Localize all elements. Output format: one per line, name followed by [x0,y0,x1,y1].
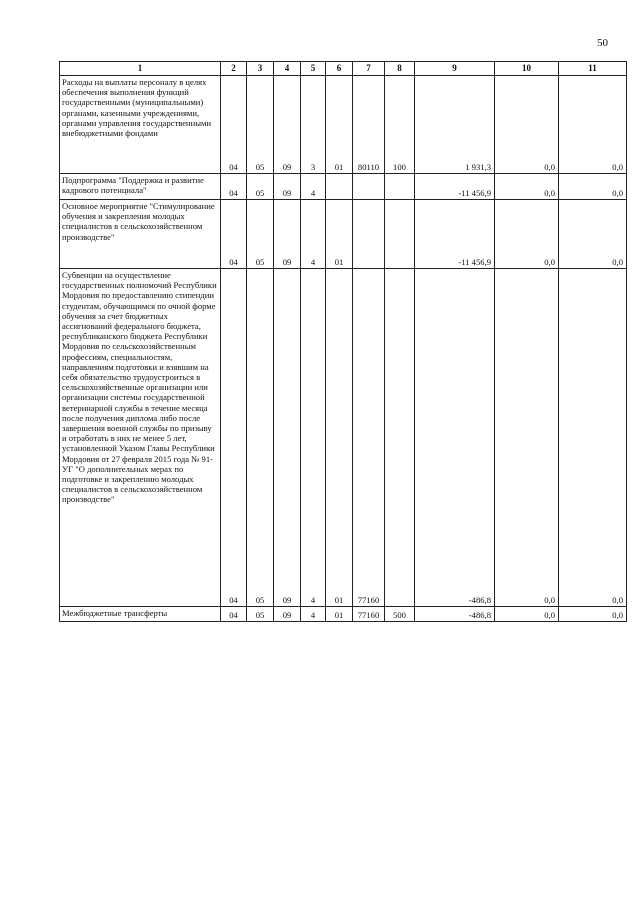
table-cell: 0,0 [495,76,559,174]
table-cell [353,174,385,200]
table-cell: -486,8 [415,269,495,607]
table-cell: 77160 [353,607,385,622]
table-cell: 04 [221,607,247,622]
table-cell: 05 [247,607,274,622]
row-description: Расходы на выплаты персоналу в целях обеспечения выполнения функций государственными (муниципальными) органами, казенными учреждениями, органами управления государственными внебюджетными фондами [60,76,221,174]
table-cell: 04 [221,174,247,200]
table-cell: 0,0 [559,76,627,174]
row-description: Основное мероприятие "Стимулирование обучения и закрепления молодых специалистов в сельскохозяйственном производстве" [60,200,221,269]
table-cell: 4 [301,174,326,200]
table-cell: 80110 [353,76,385,174]
header-cell: 5 [301,62,326,76]
header-cell: 2 [221,62,247,76]
header-cell: 4 [274,62,301,76]
table-row [60,607,627,622]
table-cell: 4 [301,200,326,269]
table-row [60,76,627,174]
table-cell: 09 [274,174,301,200]
header-cell: 6 [326,62,353,76]
table-cell: 3 [301,76,326,174]
table-cell: 01 [326,76,353,174]
header-cell: 11 [559,62,627,76]
table-cell: 100 [385,76,415,174]
budget-table [59,61,627,622]
table-row [60,174,627,200]
table-cell: -11 456,9 [415,174,495,200]
table-row [60,200,627,269]
table-cell: 0,0 [559,200,627,269]
table-row [60,269,627,607]
header-cell: 7 [353,62,385,76]
table-cell: 77160 [353,269,385,607]
table-cell: 0,0 [495,200,559,269]
table-cell: 0,0 [495,607,559,622]
header-cell: 3 [247,62,274,76]
table-cell: 01 [326,200,353,269]
table-cell: 0,0 [495,174,559,200]
table-cell: 04 [221,200,247,269]
row-description: Подпрограмма "Поддержка и развитие кадрового потенциала" [60,174,221,200]
table-cell [385,200,415,269]
table-cell [385,269,415,607]
table-cell: 04 [221,76,247,174]
table-cell: 4 [301,607,326,622]
table-cell: 500 [385,607,415,622]
table-cell: 09 [274,76,301,174]
header-cell: 9 [415,62,495,76]
table-cell [385,174,415,200]
table-cell: 09 [274,200,301,269]
table-cell: 0,0 [559,174,627,200]
table-cell: 0,0 [559,607,627,622]
table-cell: 01 [326,607,353,622]
table-cell: 0,0 [559,269,627,607]
table-cell: 05 [247,200,274,269]
table-cell: 01 [326,269,353,607]
table-cell: 09 [274,607,301,622]
table-cell [353,200,385,269]
table-cell: 4 [301,269,326,607]
header-cell: 8 [385,62,415,76]
row-description: Субвенции на осуществление государственных полномочий Республики Мордовия по предоставлению стипендии студентам, обучающимся по очной форме обучения за счет бюджетных ассигнований федерального бюджета, республиканского бюджета Республики Мордовия по сельскохозяйственным профессиям, специальностям, направлениям подготовки и взявшим на себя обязательство трудоустроиться в сельскохозяйственные организации или организации системы государственной ветеринарной службы в течение месяца после получения диплома либо после завершения военной службы по призыву и отработать в них не менее 5 лет, установленной Указом Главы Республики Мордовия от 27 февраля 2015 года № 91-УГ "О дополнительных мерах по подготовке и закреплению молодых специалистов в сельскохозяйственном производстве" [60,269,221,607]
table-header-row [60,62,627,76]
table-cell: 05 [247,269,274,607]
table-cell: 05 [247,174,274,200]
table-cell: 09 [274,269,301,607]
row-description: Межбюджетные трансферты [60,607,221,622]
table-cell: 0,0 [495,269,559,607]
page-number: 50 [597,37,608,49]
table-cell [326,174,353,200]
table-cell: 04 [221,269,247,607]
table-cell: -11 456,9 [415,200,495,269]
table-cell: 1 931,3 [415,76,495,174]
header-cell: 1 [60,62,221,76]
table-cell: 05 [247,76,274,174]
table-cell: -486,8 [415,607,495,622]
header-cell: 10 [495,62,559,76]
